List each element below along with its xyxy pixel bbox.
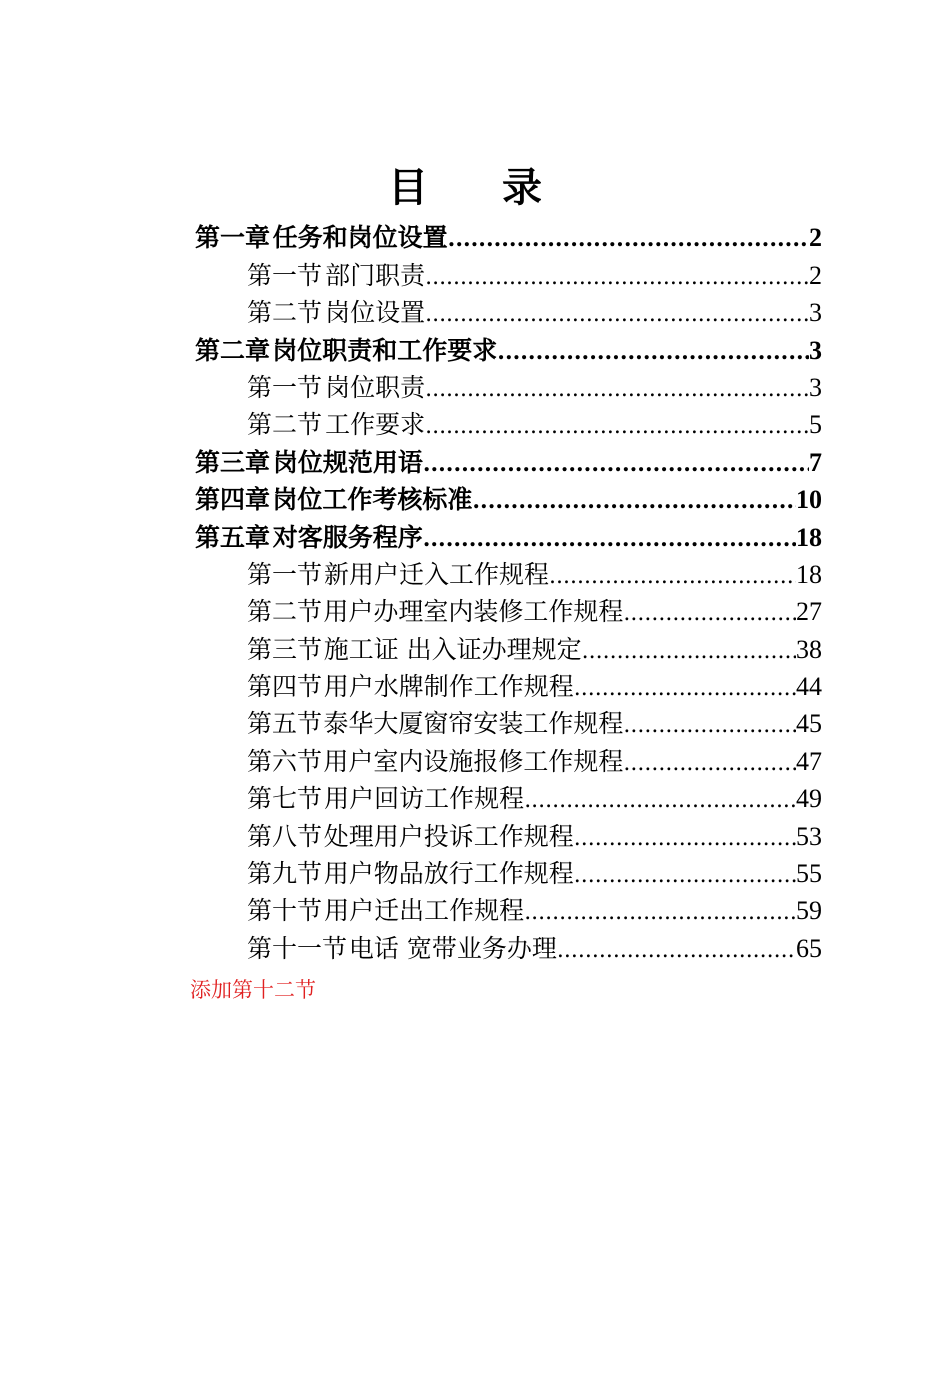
toc-entry-title: 泰华大厦窗帘安装工作规程 xyxy=(323,709,624,739)
toc-entry-title: 用户迁出工作规程 xyxy=(324,896,525,926)
toc-page-number: 5 xyxy=(809,410,822,440)
toc-page-number: 2 xyxy=(809,223,822,253)
toc-entry-prefix: 第一节 xyxy=(247,372,323,402)
toc-entry-prefix: 第一节 xyxy=(247,559,323,589)
toc-entry-prefix: 第一节 xyxy=(247,260,323,290)
toc-page-number: 44 xyxy=(796,672,822,702)
toc-entry-prefix: 第二章 xyxy=(195,335,271,365)
toc-dot-leader xyxy=(423,451,809,477)
toc-section-entry[interactable] xyxy=(0,896,950,933)
toc-entry-line xyxy=(247,630,822,666)
toc-entry-prefix: 第七节 xyxy=(247,784,323,814)
toc-dot-leader xyxy=(497,339,809,365)
toc-dot-leader xyxy=(574,863,796,888)
toc-entry-title: 岗位规范用语 xyxy=(272,447,423,477)
toc-page-number: 3 xyxy=(809,335,822,365)
toc-entry-title: 用户回访工作规程 xyxy=(324,784,525,814)
toc-page-number: 47 xyxy=(796,746,822,776)
toc-entry-line xyxy=(195,443,822,479)
toc-page-number: 55 xyxy=(796,859,822,889)
toc-entry-prefix: 第三节 xyxy=(247,634,323,664)
toc-dot-leader xyxy=(549,564,796,589)
toc-page-number: 2 xyxy=(809,260,822,290)
toc-entry-title: 岗位职责和工作要求 xyxy=(272,335,498,365)
table-of-contents xyxy=(0,223,950,971)
toc-entry-line xyxy=(247,555,822,591)
toc-entry-line xyxy=(247,817,822,853)
toc-entry-prefix: 第四章 xyxy=(195,485,271,515)
toc-dot-leader xyxy=(623,713,796,738)
toc-chapter-entry[interactable] xyxy=(0,522,950,559)
toc-chapter-entry[interactable] xyxy=(0,335,950,372)
toc-section-entry[interactable] xyxy=(0,373,950,410)
toc-entry-title: 新用户迁入工作规程 xyxy=(323,559,549,589)
toc-entry-title: 用户物品放行工作规程 xyxy=(323,859,574,889)
toc-entry-prefix: 第五章 xyxy=(195,522,271,552)
toc-entry-line xyxy=(247,592,822,628)
toc-dot-leader xyxy=(425,377,809,402)
toc-section-entry[interactable] xyxy=(0,634,950,671)
toc-section-entry[interactable] xyxy=(0,709,950,746)
toc-page-number: 59 xyxy=(796,896,822,926)
toc-section-entry[interactable] xyxy=(0,859,950,896)
toc-section-entry[interactable] xyxy=(0,746,950,783)
toc-dot-leader xyxy=(623,601,796,626)
toc-page-number: 38 xyxy=(796,634,822,664)
toc-dot-leader xyxy=(524,900,796,925)
toc-chapter-entry[interactable] xyxy=(0,485,950,522)
toc-dot-leader xyxy=(425,302,809,327)
toc-dot-leader xyxy=(574,676,796,701)
toc-section-entry[interactable] xyxy=(0,821,950,858)
toc-entry-prefix: 第五节 xyxy=(247,709,323,739)
toc-entry-title: 工作要求 xyxy=(325,410,426,440)
toc-entry-line xyxy=(247,854,822,890)
toc-chapter-entry[interactable] xyxy=(0,447,950,484)
toc-entry-line xyxy=(247,704,822,740)
toc-entry-title: 施工证 出入证办理规定 xyxy=(323,634,582,664)
toc-entry-title: 处理用户投诉工作规程 xyxy=(323,821,574,851)
toc-entry-prefix: 第一章 xyxy=(195,223,271,253)
toc-page-number: 18 xyxy=(796,522,822,552)
toc-entry-prefix: 第二节 xyxy=(247,298,323,328)
toc-entry-prefix: 第二节 xyxy=(247,410,323,440)
toc-page-number: 18 xyxy=(796,559,822,589)
toc-section-entry[interactable] xyxy=(0,933,950,970)
toc-entry-line xyxy=(195,218,822,254)
toc-dot-leader xyxy=(574,826,796,851)
toc-dot-leader xyxy=(623,751,796,776)
toc-entry-line xyxy=(247,667,822,703)
toc-section-entry[interactable] xyxy=(0,260,950,297)
toc-entry-title: 用户室内设施报修工作规程 xyxy=(323,746,624,776)
toc-dot-leader xyxy=(448,226,809,252)
toc-page-number: 27 xyxy=(796,597,822,627)
toc-entry-line xyxy=(195,480,822,516)
toc-entry-prefix: 第十一节 xyxy=(247,933,348,963)
toc-entry-title: 对客服务程序 xyxy=(272,522,423,552)
toc-entry-title: 岗位设置 xyxy=(325,298,426,328)
toc-section-entry[interactable] xyxy=(0,672,950,709)
toc-entry-title: 电话 宽带业务办理 xyxy=(348,933,557,963)
toc-section-entry[interactable] xyxy=(0,597,950,634)
toc-dot-leader xyxy=(582,639,796,664)
toc-entry-title: 用户水牌制作工作规程 xyxy=(323,672,574,702)
toc-entry-line xyxy=(247,368,822,404)
toc-section-entry[interactable] xyxy=(0,410,950,447)
toc-entry-title: 岗位职责 xyxy=(325,372,426,402)
toc-entry-title: 任务和岗位设置 xyxy=(272,223,448,253)
toc-entry-line xyxy=(247,779,822,815)
toc-entry-prefix: 第八节 xyxy=(247,821,323,851)
toc-page-number: 53 xyxy=(796,821,822,851)
toc-section-entry[interactable] xyxy=(0,784,950,821)
toc-dot-leader xyxy=(425,265,809,290)
toc-page-number: 49 xyxy=(796,784,822,814)
toc-dot-leader xyxy=(524,788,796,813)
add-section-note: 添加第十二节 xyxy=(190,978,316,1002)
toc-entry-line xyxy=(247,891,822,927)
toc-dot-leader xyxy=(472,488,796,514)
toc-page-number: 45 xyxy=(796,709,822,739)
toc-entry-prefix: 第四节 xyxy=(247,672,323,702)
toc-chapter-entry[interactable] xyxy=(0,223,950,260)
toc-entry-line xyxy=(247,929,822,965)
toc-entry-prefix: 第九节 xyxy=(247,859,323,889)
toc-dot-leader xyxy=(423,526,796,552)
toc-page-number: 7 xyxy=(809,447,822,477)
toc-entry-line xyxy=(195,331,822,367)
toc-page-number: 65 xyxy=(796,933,822,963)
toc-entry-title: 用户办理室内装修工作规程 xyxy=(323,597,624,627)
toc-page-number: 10 xyxy=(796,485,822,515)
toc-entry-line xyxy=(247,293,822,329)
toc-entry-line xyxy=(247,256,822,292)
toc-entry-line xyxy=(247,405,822,441)
toc-dot-leader xyxy=(425,414,809,439)
toc-entry-line xyxy=(195,518,822,554)
toc-entry-title: 部门职责 xyxy=(325,260,426,290)
toc-section-entry[interactable] xyxy=(0,298,950,335)
toc-entry-line xyxy=(247,742,822,778)
toc-entry-prefix: 第六节 xyxy=(247,746,323,776)
toc-entry-prefix: 第二节 xyxy=(247,597,323,627)
page-title: 目 录 xyxy=(388,164,572,211)
toc-section-entry[interactable] xyxy=(0,560,950,597)
toc-entry-prefix: 第三章 xyxy=(195,447,271,477)
toc-dot-leader xyxy=(557,938,796,963)
toc-entry-title: 岗位工作考核标准 xyxy=(272,485,473,515)
toc-page-number: 3 xyxy=(809,372,822,402)
toc-entry-prefix: 第十节 xyxy=(247,896,323,926)
toc-page-number: 3 xyxy=(809,298,822,328)
